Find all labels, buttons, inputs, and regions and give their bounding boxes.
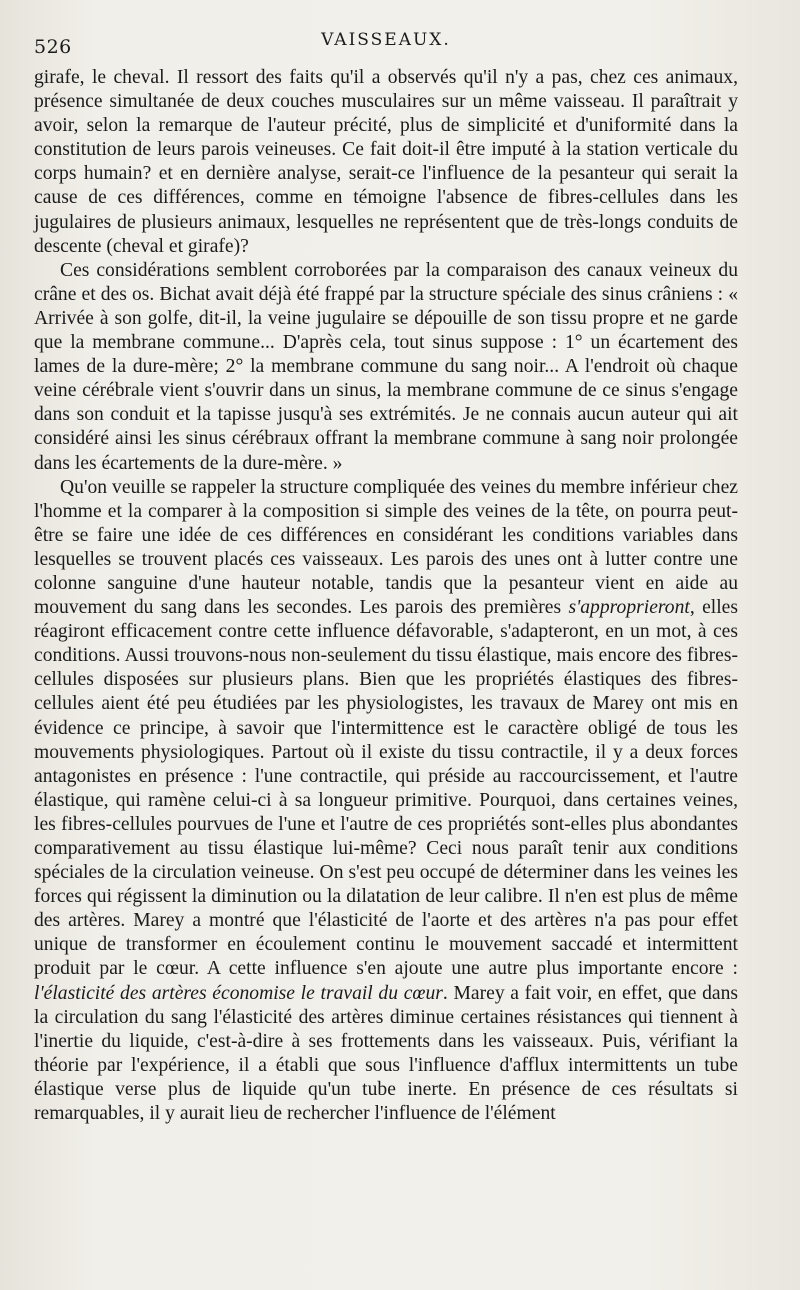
italic-quote: l'élasticité des artères économise le travail du cœur [34,982,443,1004]
running-head [34,30,738,60]
text-segment: girafe, le cheval. Il ressort des faits qu'il a observés qu'il n'y a pas, chez ces animaux, présence simultanée de deux couches musculaires sur un même vaisseau. Il paraîtrait y avoir, selon la remarque de l'auteur précité, plus de simplicité et d'uniformité dans la constitution de leurs parois veineuses. Ce fait doit-il être imputé à la station verticale du corps humain? et en dernière analyse, serait-ce l'influence de la pesanteur qui serait la cause de ces différences, comme en témoigne l'absence de fibres-cellules dans les jugulaires de plusieurs animaux, lesquelles ne représentent que de très-longs conduits de descente (cheval et girafe)? [34,67,738,257]
paragraph-girafe [34,66,738,259]
paragraph-considerations [34,259,738,476]
page-number: 526 [34,36,72,58]
text-segment: Qu'on veuille se rappeler la structure compliquée des veines du membre inférieur chez l'homme et la comparer à la composition si simple des veines de la tête, on pourra peut-être se faire une idée de ces différences en considérant les conditions variables dans lesquelles se trouvent placés ces vaisseaux. Les parois des unes ont à lutter contre une colonne sanguine d'une hauteur notable, tandis que la pesanteur vient en aide au mouvement du sang dans les secondes. Les parois des premières [34,476,738,619]
paragraph-structure [34,476,738,1127]
text-segment: . Marey a fait voir, en effet, que dans la circulation du sang l'élasticité des artères diminue certaines résistances qui tiennent à l'inertie du liquide, c'est-à-dire à ses frottements dans les vaisseaux. Puis, vérifiant la théorie par l'expérience, il a établi que sous l'influence d'afflux intermittents un tube élastique verse plus de liquide qu'un tube inerte. En présence de ces résultats si remarquables, il y aurait lieu de rechercher l'influence de l'élément [34,982,738,1125]
text-segment: , elles réagiront efficacement contre cette influence défavorable, s'adapteront, en un mot, à ces conditions. Aussi trouvons-nous non-seulement du tissu élastique, mais encore des fibres-cellules disposées sur plusieurs plans. Bien que les propriétés élastiques des fibres-cellules aient été peu étudiées par les physiologistes, les travaux de Marey ont mis en évidence ce principe, à savoir que l'intermittence est le caractère obligé de tous les mouvements physiologiques. Partout où il existe du tissu contractile, il y a deux forces antagonistes en présence : l'une contractile, qui préside au raccourcissement, et l'autre élastique, qui ramène celui-ci à sa longueur primitive. Pourquoi, dans certaines veines, les fibres-cellules pourvues de l'une et l'autre de ces propriétés sont-elles plus abondantes comparativement au tissu élastique lui-même? Ceci nous paraît tenir aux conditions spéciales de la circulation veineuse. On s'est peu occupé de déterminer dans les veines les forces qui régissent la diminution ou la dilatation de leur calibre. Il n'en est plus de même des artères. Marey a montré que l'élasticité de l'aorte et des artères n'a pas pour effet unique de transformer en écoulement continu le mouvement saccadé et intermittent produit par le cœur. A cette influence s'en ajoute une autre plus importante encore : [34,597,739,980]
body-text [34,66,738,1126]
italic-term: s'approprieront [568,597,690,619]
text-segment: Ces considérations semblent corroborées par la comparaison des canaux veineux du crâne et des os. Bichat avait déjà été frappé par la structure spéciale des sinus crâniens : « Arrivée à son golfe, dit-il, la veine jugulaire se dépouille de son tissu propre et ne garde que la membrane commune... D'après cela, tout sinus suppose : 1° un écartement des lames de la dure-mère; 2° la membrane commune du sang noir... A l'endroit où chaque veine cérébrale vient s'ouvrir dans un sinus, la membrane commune de ce sinus s'engage dans son conduit et la tapisse jusqu'à ses extrémités. Je ne connais aucun auteur qui ait considéré ainsi les sinus cérébraux offrant la membrane commune à sang noir prolongée dans les écartements de la dure-mère. » [34,259,738,474]
running-title: VAISSEAUX. [321,30,451,50]
